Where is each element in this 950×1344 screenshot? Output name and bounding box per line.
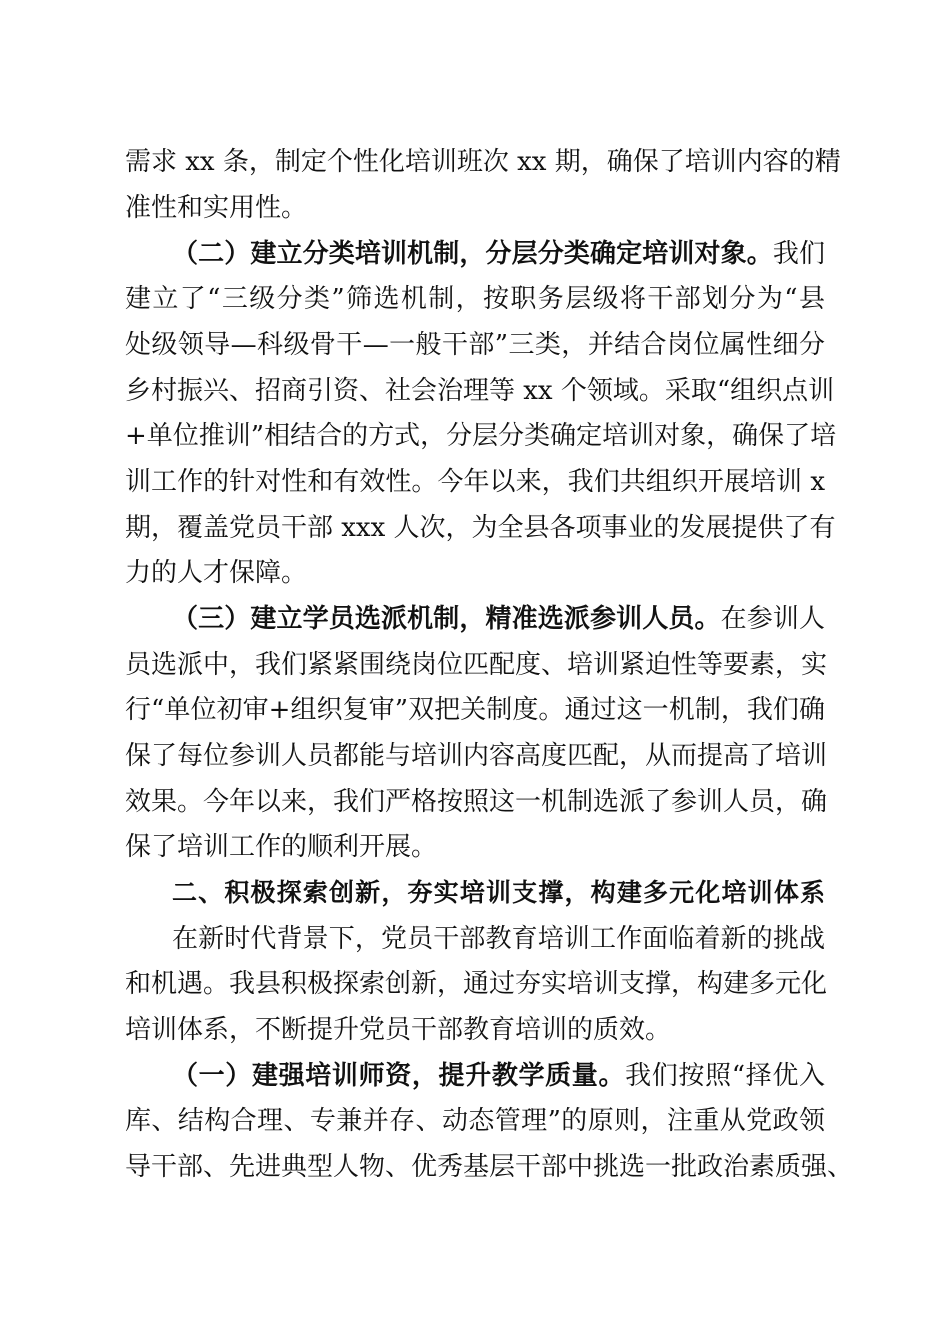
subsection-heading: （二）建立分类培训机制，分层分类确定培训对象。 [172, 239, 773, 269]
section-heading: 二、积极探索创新，夯实培训支撑，构建多元化培训体系 [172, 878, 825, 907]
text-line: 处级领导—科级骨干—一般干部”三类，并结合岗位属性细分 [125, 330, 825, 360]
text-line: 库、结构合理、专兼并存、动态管理”的原则，注重从党政领 [125, 1106, 825, 1136]
text-line: 力的人才保障。 [125, 558, 308, 588]
subsection-heading: （三）建立学员选派机制，精准选派参训人员。 [172, 604, 721, 634]
text-line: 保了培训工作的顺利开展。 [125, 832, 438, 862]
text-line: （二）建立分类培训机制，分层分类确定培训对象。我们 [172, 239, 825, 269]
text-line: 员选派中，我们紧紧围绕岗位匹配度、培训紧迫性等要素，实 [125, 650, 828, 680]
text-line: 效果。今年以来，我们严格按照这一机制选派了参训人员，确 [125, 787, 828, 817]
text-line: +单位推训”相结合的方式，分层分类确定培训对象，确保了培 [125, 421, 837, 451]
text-line: 行“单位初审+组织复审”双把关制度。通过这一机制，我们确 [125, 695, 825, 725]
text-line: （三）建立学员选派机制，精准选派参训人员。在参训人 [172, 604, 825, 634]
text-line: 需求 xx 条，制定个性化培训班次 xx 期，确保了培训内容的精 [125, 147, 841, 177]
text-line: 建立了“三级分类”筛选机制，按职务层级将干部划分为“县 [125, 284, 825, 314]
text-line: 在新时代背景下，党员干部教育培训工作面临着新的挑战 [172, 924, 825, 954]
text-line: 和机遇。我县积极探索创新，通过夯实培训支撑，构建多元化 [125, 969, 828, 999]
text-line: 准性和实用性。 [125, 193, 308, 223]
text-line: 期，覆盖党员干部 xxx 人次，为全县各项事业的发展提供了有 [125, 513, 836, 543]
text-line: 训工作的针对性和有效性。今年以来，我们共组织开展培训 x [125, 467, 825, 497]
text-line: 乡村振兴、招商引资、社会治理等 xx 个领域。采取“组织点训 [125, 376, 835, 406]
text-line: 保了每位参训人员都能与培训内容高度匹配，从而提高了培训 [125, 741, 828, 771]
text-line: 导干部、先进典型人物、优秀基层干部中挑选一批政治素质强、 [125, 1152, 854, 1182]
text-line: 培训体系，不断提升党员干部教育培训的质效。 [125, 1015, 672, 1045]
subsection-heading: （一）建强培训师资，提升教学质量。 [172, 1061, 626, 1091]
text-line: （一）建强培训师资，提升教学质量。我们按照“择优入 [172, 1061, 825, 1091]
